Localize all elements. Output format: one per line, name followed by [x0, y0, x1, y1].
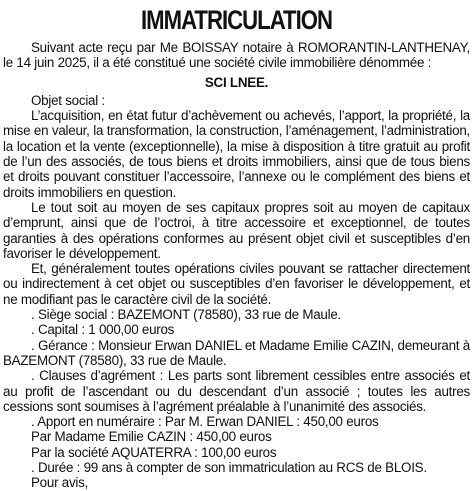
objet-paragraph-1: L’acquisition, en état futur d’achèvement ou achevés, l’apport, la propriété, la mise en valeur, la transformation, la construction, l’aménagement, l’administration, la location et la vente (exceptionnelle), la mise à disposition à titre gratuit au profit de l’un des associés, de tous biens et droits immobiliers, ainsi que de tous biens et droits pouvant constituer l’accessoire, l’annexe ou le complément des biens et droits immobiliers en question.: [3, 108, 470, 200]
objet-paragraph-3: Et, généralement toutes opérations civiles pouvant se rattacher directement ou indirectement à cet objet ou susceptibles d’en favoriser le développement, et ne modifiant pas le caractère civil de la société.: [3, 261, 470, 307]
objet-heading: Objet social :: [31, 92, 105, 108]
clauses-agrement: . Clauses d’agrément : Les parts sont librement cessibles entre associés et au profit de l’ascendant ou du descendant d’un associé ; toutes les autres cessions sont soumises à l’agrément préalable à l’unanimité des associés.: [3, 368, 470, 414]
capital: . Capital : 1 000,00 euros: [31, 322, 175, 338]
siege-social: . Siège social : BAZEMONT (78580), 33 rue de Maule.: [31, 307, 342, 323]
company-name-line: [3, 75, 470, 90]
notice-title: IMMATRICULATION: [140, 5, 333, 35]
intro-paragraph: Suivant acte reçu par Me BOISSAY notaire à ROMORANTIN-LANTHENAY, le 14 juin 2025, il a été constitué une société civile immobilière dénommée :: [3, 40, 470, 71]
gerance: . Gérance : Monsieur Erwan DANIEL et Madame Emilie CAZIN, demeurant à BAZEMONT (78580), 33 rue de Maule.: [3, 337, 470, 368]
objet-paragraph-2: Le tout soit au moyen de ses capitaux propres soit au moyen de capitaux d’emprunt, ainsi que de l’octroi, à titre accessoire et exceptionnel, de toutes garanties à des opérations conformes au présent objet civil et susceptibles d’en favoriser le développement.: [3, 199, 470, 261]
duree: . Durée : 99 ans à compter de son immatriculation au RCS de BLOIS.: [31, 460, 427, 476]
apport-line-2: Par Madame Emilie CAZIN : 450,00 euros: [31, 429, 272, 445]
apport-line-3: Par la société AQUATERRA : 100,00 euros: [31, 444, 277, 460]
company-name-suffix: .: [264, 74, 269, 90]
notice-body: [3, 40, 470, 491]
apport-line-1: . Apport en numéraire : Par M. Erwan DANIEL : 450,00 euros: [31, 414, 379, 430]
company-name: SCI LNEE: [204, 74, 265, 90]
closing: Pour avis,: [31, 475, 89, 491]
